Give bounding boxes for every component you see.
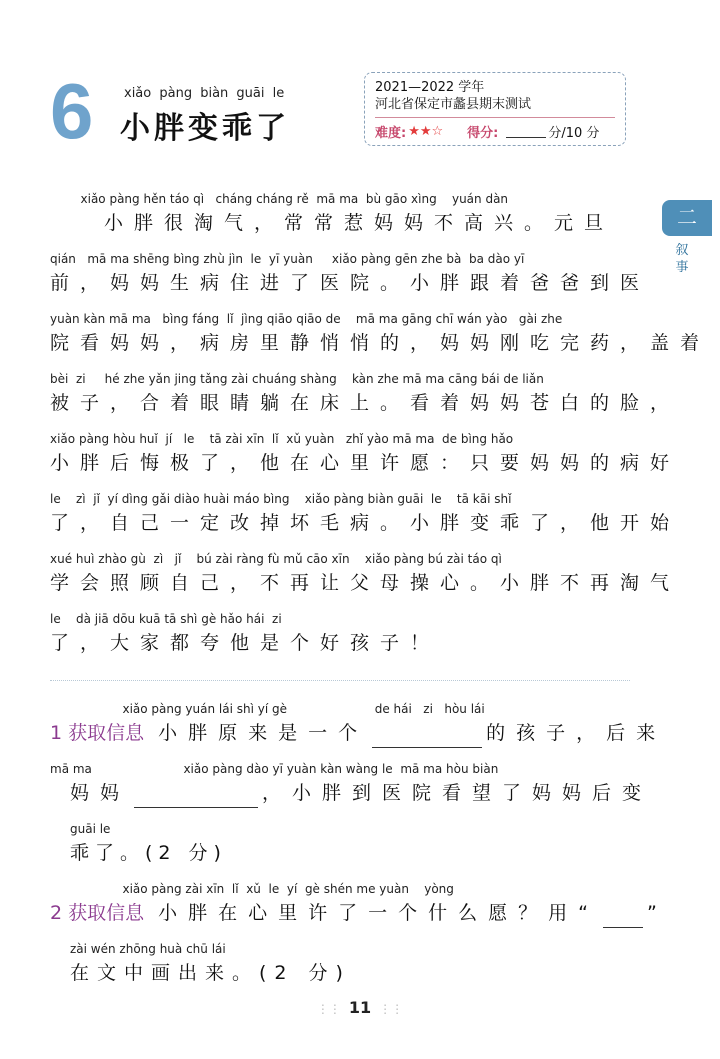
passage-line bbox=[50, 550, 681, 598]
lesson-number: 6 bbox=[50, 67, 94, 155]
passage-line bbox=[50, 250, 651, 298]
passage-line bbox=[50, 490, 681, 538]
score-blank[interactable] bbox=[506, 125, 546, 138]
footer-ornament-icon: ⋮⋮ bbox=[379, 1002, 404, 1016]
question-line bbox=[50, 718, 667, 748]
passage-text: 小胖后悔极了，他在心里许愿：只要妈妈的病好 bbox=[50, 452, 681, 474]
lesson-title-pinyin: xiǎo pàng biàn guāi le bbox=[124, 86, 285, 101]
passage-pinyin: bèi zi hé zhe yǎn jing tǎng zài chuáng shàng kàn zhe mā ma cāng bái de liǎn bbox=[50, 372, 544, 386]
star-filled-icon: ★★ bbox=[408, 124, 432, 139]
passage-line bbox=[50, 610, 630, 658]
passage-line bbox=[50, 430, 681, 478]
question-text: 乖了。(2 分) bbox=[70, 842, 227, 864]
difficulty-label: 难度: bbox=[375, 126, 407, 141]
question-pinyin: xiǎo pàng zài xīn lǐ xǔ le yí gè shén me yuàn yòng bbox=[50, 882, 454, 896]
exam-year: 2021—2022 学年 bbox=[375, 80, 485, 95]
passage-text: 了，大家都夸他是个好孩子！ bbox=[50, 632, 441, 654]
lesson-title-block bbox=[120, 86, 290, 147]
passage-pinyin: le dà jiā dōu kuā tā shì gè hǎo hái zi bbox=[50, 612, 282, 626]
star-empty-icon: ☆ bbox=[431, 124, 444, 139]
question-pinyin: guāi le bbox=[70, 822, 111, 836]
question-text: ” bbox=[647, 902, 657, 924]
passage-text: 学会照顾自己，不再让父母操心。小胖不再淘气 bbox=[50, 572, 681, 594]
passage-line bbox=[50, 310, 711, 358]
question-text: ，小胖到医院看望了妈妈后变 bbox=[262, 782, 653, 804]
question-text: 在文中画出来。(2 分) bbox=[70, 962, 351, 984]
exam-name: 河北省保定市蠡县期末测试 bbox=[375, 97, 532, 112]
footer-ornament-icon: ⋮⋮ bbox=[316, 1002, 341, 1016]
difficulty-stars bbox=[408, 124, 443, 139]
unit-tab: 二 bbox=[662, 200, 712, 236]
answer-blank[interactable] bbox=[134, 787, 258, 808]
page-footer bbox=[0, 998, 720, 1017]
question-text: 小胖在心里许了一个什么愿？用“ bbox=[158, 902, 600, 924]
question-text: 妈妈 bbox=[70, 782, 131, 804]
lesson-title: 小胖变乖了 bbox=[120, 111, 290, 146]
answer-blank[interactable] bbox=[603, 907, 643, 928]
passage-line bbox=[50, 190, 630, 238]
question-tag: 获取信息 bbox=[68, 902, 145, 924]
question-pinyin: zài wén zhōng huà chū lái bbox=[70, 942, 226, 956]
score-suffix: 分/10 分 bbox=[548, 126, 600, 141]
question-pinyin: xiǎo pàng yuán lái shì yí gè de hái zi hòu lái bbox=[50, 702, 485, 716]
section-divider bbox=[50, 680, 630, 681]
passage-text: 小胖很淘气，常常惹妈妈不高兴。元旦 bbox=[104, 212, 615, 234]
question-text: 的孩子，后来 bbox=[486, 722, 667, 744]
question-number: 1 bbox=[50, 722, 63, 744]
page-number: 11 bbox=[348, 998, 372, 1017]
question-2 bbox=[50, 880, 657, 988]
passage-pinyin: xué huì zhào gù zì jǐ bú zài ràng fù mǔ cāo xīn xiǎo pàng bú zài táo qì bbox=[50, 552, 502, 566]
score-label: 得分: bbox=[467, 126, 499, 141]
question-tag: 获取信息 bbox=[68, 722, 145, 744]
passage-text: 前，妈妈生病住进了医院。小胖跟着爸爸到医 bbox=[50, 272, 651, 294]
question-number: 2 bbox=[50, 902, 63, 924]
passage-pinyin: yuàn kàn mā ma bìng fáng lǐ jìng qiāo qiāo de mā ma gāng chī wán yào gài zhe bbox=[50, 312, 563, 326]
passage-text: 被子，合着眼睛躺在床上。看着妈妈苍白的脸， bbox=[50, 392, 681, 414]
difficulty-score-row bbox=[375, 122, 615, 141]
passage-text: 院看妈妈，病房里静悄悄的，妈妈刚吃完药，盖着 bbox=[50, 332, 711, 354]
question-1 bbox=[50, 700, 667, 868]
answer-blank[interactable] bbox=[372, 727, 482, 748]
question-text: 小胖原来是一个 bbox=[158, 722, 369, 744]
passage-pinyin: qián mā ma shēng bìng zhù jìn le yī yuàn xiǎo pàng gēn zhe bà ba dào yī bbox=[50, 252, 525, 266]
unit-label: 叙事 bbox=[675, 243, 689, 275]
question-line bbox=[50, 898, 657, 928]
passage-pinyin: xiǎo pàng hòu huǐ jí le tā zài xīn lǐ xǔ yuàn zhǐ yào mā ma de bìng hǎo bbox=[50, 432, 514, 446]
question-line bbox=[50, 778, 653, 808]
card-divider bbox=[375, 117, 615, 118]
passage-line bbox=[50, 370, 681, 418]
exam-info-card bbox=[364, 72, 626, 146]
passage-text: 了，自己一定改掉坏毛病。小胖变乖了，他开始 bbox=[50, 512, 681, 534]
question-pinyin: mā ma xiǎo pàng dào yī yuàn kàn wàng le mā ma hòu biàn bbox=[50, 762, 499, 776]
passage-pinyin: xiǎo pàng hěn táo qì cháng cháng rě mā ma bù gāo xìng yuán dàn bbox=[50, 192, 509, 206]
passage-pinyin: le zì jǐ yí dìng gǎi diào huài máo bìng xiǎo pàng biàn guāi le tā kāi shǐ bbox=[50, 492, 512, 506]
